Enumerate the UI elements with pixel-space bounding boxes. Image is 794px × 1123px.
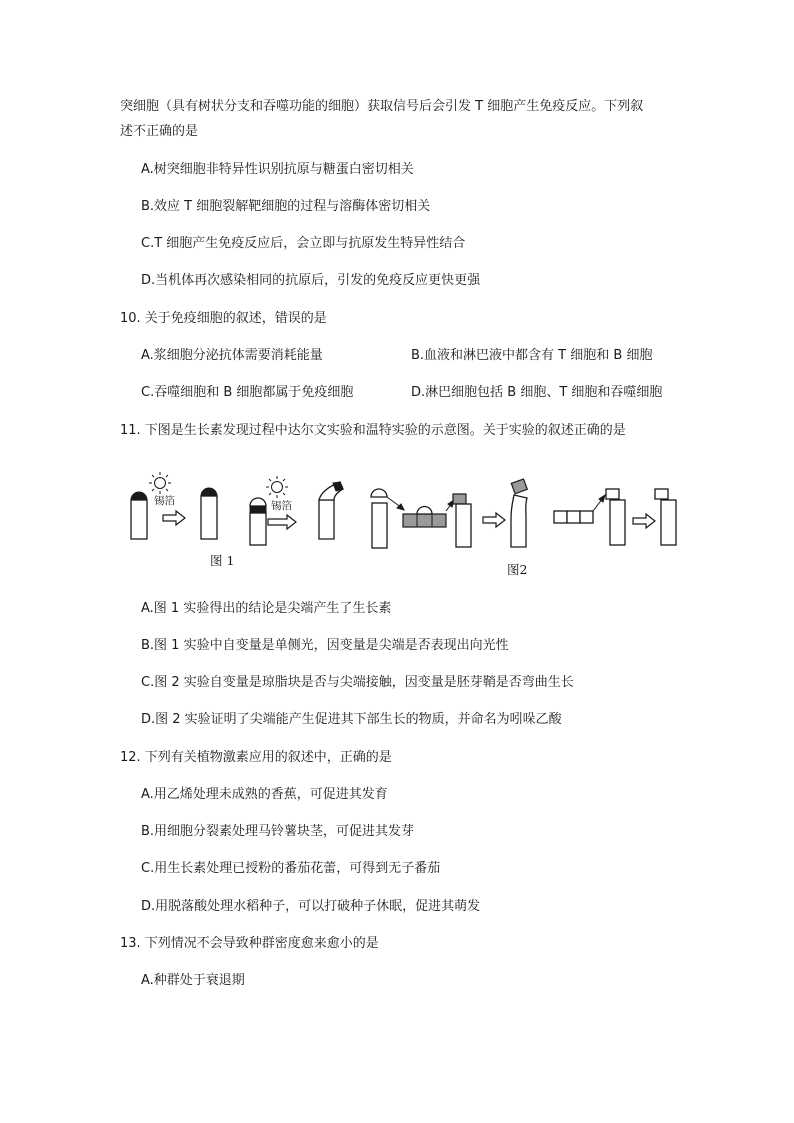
q12-option-d: D.用脱落酸处理水稻种子，可以打破种子休眠，促进其萌发 bbox=[141, 899, 481, 914]
sun-icon bbox=[266, 476, 288, 498]
q12-option-b: B.用细胞分裂素处理马铃薯块茎，可促进其发芽 bbox=[141, 824, 415, 839]
q9-option-d: D.当机体再次感染相同的抗原后，引发的免疫反应更快更强 bbox=[141, 273, 481, 288]
q9-stem-line-2: 述不正确的是 bbox=[120, 124, 199, 139]
arrow-icon bbox=[268, 515, 296, 529]
coleoptile-bent bbox=[319, 482, 343, 539]
q10-option-b: B.血液和淋巴液中都含有 T 细胞和 B 细胞 bbox=[411, 348, 653, 363]
coleoptile-straight-agar bbox=[655, 489, 676, 545]
q13-stem: 13. 下列情况不会导致种群密度愈来愈小的是 bbox=[120, 936, 379, 951]
q10-option-c: C.吞噬细胞和 B 细胞都属于免疫细胞 bbox=[141, 385, 354, 400]
q12-option-a: A.用乙烯处理未成熟的香蕉，可促进其发育 bbox=[141, 787, 388, 802]
q13-option-a: A.种群处于衰退期 bbox=[141, 973, 245, 988]
q11-option-d: D.图 2 实验证明了尖端能产生促进其下部生长的物质，并命名为吲哚乙酸 bbox=[141, 712, 562, 727]
arrow-icon bbox=[483, 513, 505, 527]
agar-blocks-with-tips bbox=[403, 507, 446, 527]
arrow-icon bbox=[633, 514, 655, 528]
agar-on-stalk bbox=[453, 494, 471, 547]
figure-2-caption: 图2 bbox=[507, 562, 528, 577]
q10-stem: 10. 关于免疫细胞的叙述，错误的是 bbox=[120, 311, 327, 326]
q10-option-d: D.淋巴细胞包括 B 细胞、T 细胞和吞噬细胞 bbox=[411, 385, 663, 400]
sun-icon bbox=[149, 472, 171, 494]
q10-option-a: A.浆细胞分泌抗体需要消耗能量 bbox=[141, 348, 323, 363]
coleoptile-foil-lower bbox=[250, 498, 266, 545]
q9-stem-line-1: 突细胞（具有树状分支和吞噬功能的细胞）获取信号后会引发 T 细胞产生免疫反应。下列叙 bbox=[120, 99, 644, 114]
coleoptile-foil-cap bbox=[131, 492, 147, 539]
figure-1-caption: 图 1 bbox=[210, 553, 235, 568]
q11-option-c: C.图 2 实验自变量是琼脂块是否与尖端接触，因变量是胚芽鞘是否弯曲生长 bbox=[141, 675, 574, 690]
q9-option-b: B.效应 T 细胞裂解靶细胞的过程与溶酶体密切相关 bbox=[141, 199, 431, 214]
plain-agar-on-stalk bbox=[606, 489, 625, 545]
arrow-icon bbox=[163, 511, 185, 525]
q9-option-c: C.T 细胞产生免疫反应后，会立即与抗原发生特异性结合 bbox=[141, 236, 466, 251]
agar-blocks-plain bbox=[554, 511, 593, 523]
q11-stem: 11. 下图是生长素发现过程中达尔文实验和温特实验的示意图。关于实验的叙述正确的是 bbox=[120, 423, 626, 438]
q12-option-c: C.用生长素处理已授粉的番茄花蕾，可得到无子番茄 bbox=[141, 861, 441, 876]
q11-option-b: B.图 1 实验中自变量是单侧光，因变量是尖端是否表现出向光性 bbox=[141, 638, 509, 653]
coleoptile-tip bbox=[371, 489, 387, 548]
q11-option-a: A.图 1 实验得出的结论是尖端产生了生长素 bbox=[141, 601, 392, 616]
q12-stem: 12. 下列有关植物激素应用的叙述中，正确的是 bbox=[120, 750, 392, 765]
coleoptile-bent-agar bbox=[511, 479, 527, 547]
q9-option-a: A.树突细胞非特异性识别抗原与糖蛋白密切相关 bbox=[141, 162, 414, 177]
foil-label-1: 锡箔 bbox=[154, 495, 175, 507]
coleoptile-straight bbox=[201, 488, 217, 539]
foil-label-2: 锡箔 bbox=[271, 500, 292, 512]
